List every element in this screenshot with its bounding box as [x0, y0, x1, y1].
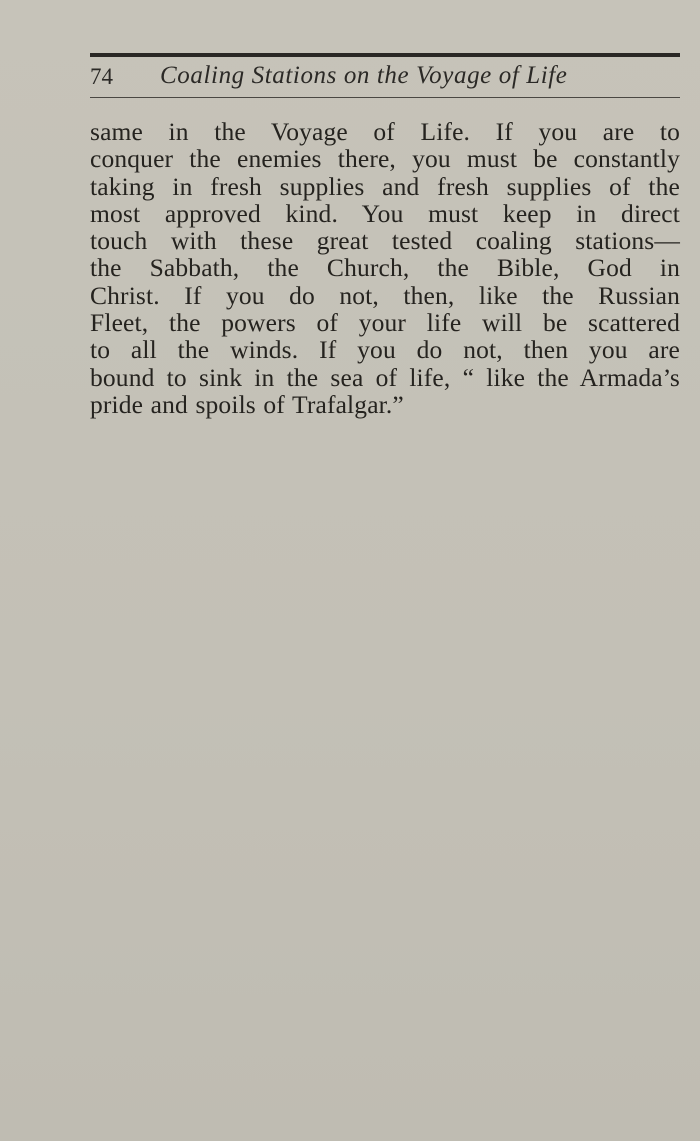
text-line: to all the winds. If you do not, then you are: [90, 335, 680, 365]
text-line: taking in fresh supplies and fresh supplies of the: [90, 171, 680, 201]
text-line: most approved kind. You must keep in direct: [90, 198, 680, 228]
text-line: same in the Voyage of Life. If you are to: [90, 117, 680, 146]
running-head: [90, 58, 680, 96]
text-line: touch with these great tested coaling stations—: [90, 226, 680, 256]
running-title: Coaling Stations on the Voyage of Life: [160, 62, 568, 89]
header-bottom-rule: [90, 97, 680, 98]
body-paragraph: [90, 118, 680, 418]
text-line: Fleet, the powers of your life will be scattered: [90, 308, 680, 338]
text-line: the Sabbath, the Church, the Bible, God in: [90, 253, 680, 283]
text-line: conquer the enemies there, you must be constantly: [90, 144, 680, 174]
text-line: bound to sink in the sea of life, “ like the Armada’s: [90, 362, 680, 392]
page-number: 74: [90, 64, 113, 89]
header-top-rule: [90, 53, 680, 57]
text-line: pride and spoils of Trafalgar.”: [90, 389, 404, 419]
text-line: Christ. If you do not, then, like the Russian: [90, 280, 680, 310]
